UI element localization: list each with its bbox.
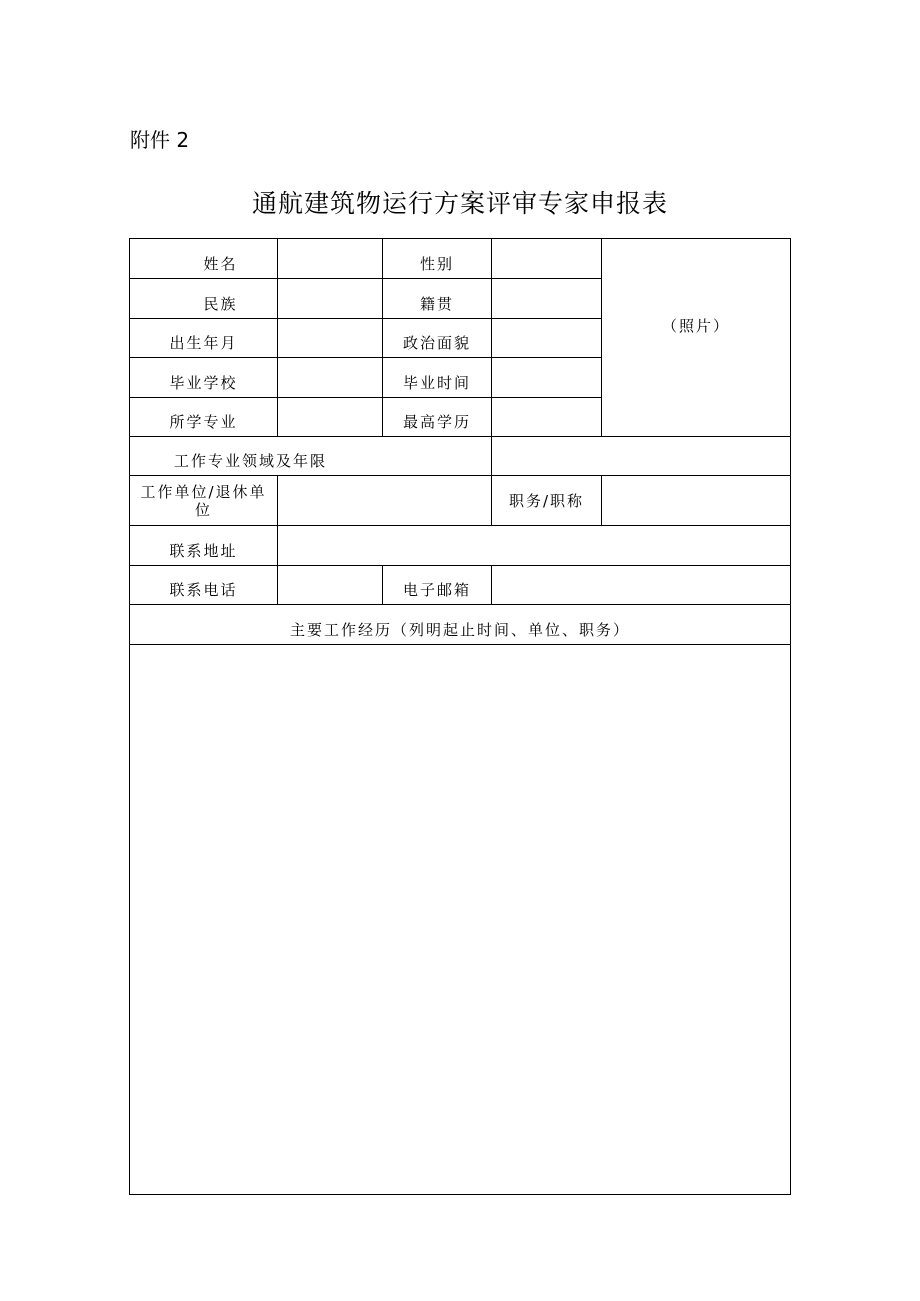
name-field[interactable]: [278, 239, 383, 279]
photo-placeholder: （照片）: [661, 316, 730, 335]
address-field[interactable]: [278, 526, 791, 566]
email-label: 电子邮箱: [383, 566, 492, 605]
graduation-time-field[interactable]: [492, 358, 602, 398]
phone-label: 联系电话: [130, 566, 278, 605]
form-row: [130, 437, 791, 476]
work-unit-field[interactable]: [278, 476, 492, 526]
page-title: 通航建筑物运行方案评审专家申报表: [251, 189, 668, 218]
work-unit-label: 工作单位/退休单位: [130, 476, 278, 526]
native-place-label: 籍贯: [383, 279, 492, 319]
position-field[interactable]: [602, 476, 791, 526]
major-label: 所学专业: [130, 398, 278, 437]
education-field[interactable]: [492, 398, 602, 437]
experience-field[interactable]: [130, 645, 791, 1195]
application-form-table: [129, 238, 791, 1195]
field-years-field[interactable]: [492, 437, 791, 476]
gender-label: 性别: [383, 239, 492, 279]
major-field[interactable]: [278, 398, 383, 437]
form-row: [130, 526, 791, 566]
birth-label: 出生年月: [130, 319, 278, 358]
gender-field[interactable]: [492, 239, 602, 279]
name-label: 姓名: [130, 239, 278, 279]
form-row: [130, 566, 791, 605]
form-row: [130, 605, 791, 645]
political-status-field[interactable]: [492, 319, 602, 358]
graduation-time-label: 毕业时间: [383, 358, 492, 398]
ethnicity-field[interactable]: [278, 279, 383, 319]
field-years-label: 工作专业领域及年限: [130, 437, 492, 476]
ethnicity-label: 民族: [130, 279, 278, 319]
political-status-label: 政治面貌: [383, 319, 492, 358]
native-place-field[interactable]: [492, 279, 602, 319]
form-row: [130, 645, 791, 1195]
email-field[interactable]: [492, 566, 791, 605]
photo-box[interactable]: [602, 239, 791, 437]
phone-field[interactable]: [278, 566, 383, 605]
form-row: [130, 239, 791, 279]
form-row: [130, 476, 791, 526]
school-label: 毕业学校: [130, 358, 278, 398]
school-field[interactable]: [278, 358, 383, 398]
attachment-label: 附件 2: [130, 128, 190, 152]
education-label: 最高学历: [383, 398, 492, 437]
address-label: 联系地址: [130, 526, 278, 566]
position-label: 职务/职称: [492, 476, 602, 526]
birth-field[interactable]: [278, 319, 383, 358]
experience-label: 主要工作经历（列明起止时间、单位、职务）: [130, 605, 791, 645]
